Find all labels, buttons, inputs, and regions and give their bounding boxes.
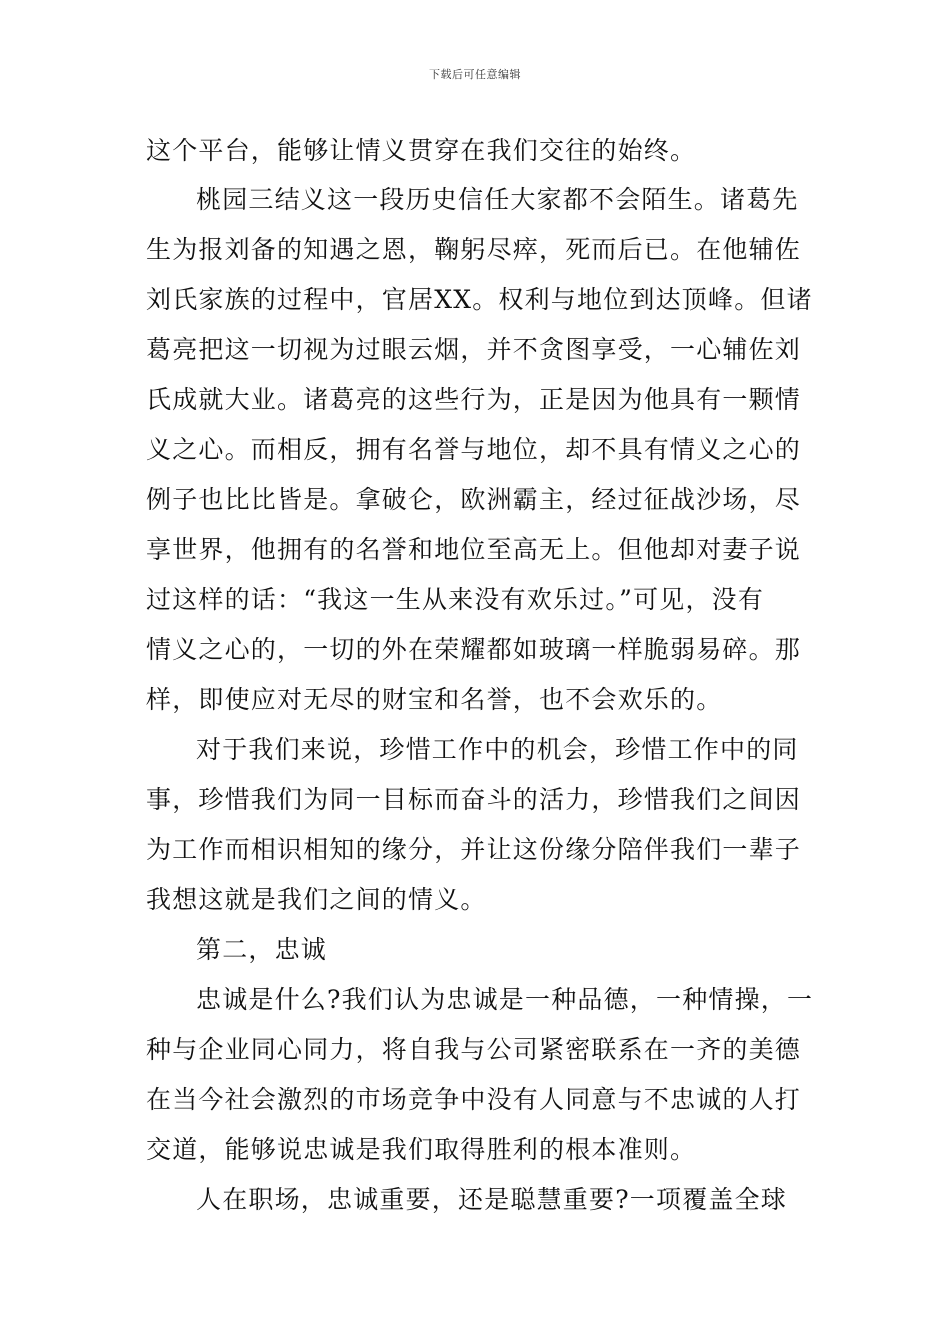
- text-line: 葛亮把这一切视为过眼云烟，并不贪图享受，一心辅佐刘: [146, 335, 802, 364]
- text-line: 刘氏家族的过程中，官居XX。权利与地位到达顶峰。但诸: [146, 285, 813, 314]
- text-line: 在当今社会激烈的市场竞争中没有人同意与不忠诚的人打: [146, 1085, 802, 1114]
- text-line: 交道，能够说忠诚是我们取得胜利的根本准则。: [146, 1135, 697, 1164]
- text-line: 享世界，他拥有的名誉和地位至高无上。但他却对妻子说: [146, 535, 802, 564]
- text-line: 事，珍惜我们为同一目标而奋斗的活力，珍惜我们之间因: [146, 785, 802, 814]
- section-heading: 第二，忠诚: [196, 935, 328, 964]
- text-line: 这个平台，能够让情义贯穿在我们交往的始终。: [146, 136, 697, 165]
- text-line: 人在职场，忠诚重要，还是聪慧重要?一项覆盖全球: [196, 1185, 788, 1214]
- text-line: 生为报刘备的知遇之恩，鞠躬尽瘁，死而后已。在他辅佐: [146, 235, 802, 264]
- text-line: 过这样的话：“我这一生从来没有欢乐过。”可见，没有: [146, 585, 765, 614]
- text-line: 为工作而相识相知的缘分，并让这份缘分陪伴我们一辈子: [146, 835, 802, 864]
- text-line: 对于我们来说，珍惜工作中的机会，珍惜工作中的同: [196, 735, 799, 764]
- text-line: 义之心。而相反，拥有名誉与地位，却不具有情义之心的: [146, 435, 802, 464]
- text-line: 例子也比比皆是。拿破仑，欧洲霸主，经过征战沙场，尽: [146, 485, 802, 514]
- text-line: 种与企业同心同力，将自我与公司紧密联系在一齐的美德: [146, 1035, 802, 1064]
- text-line: 忠诚是什么?我们认为忠诚是一种品德，一种情操，一: [196, 985, 814, 1014]
- page-header: 下载后可任意编辑: [429, 68, 521, 81]
- text-line: 情义之心的，一切的外在荣耀都如玻璃一样脆弱易碎。那: [146, 635, 802, 664]
- text-line: 我想这就是我们之间的情义。: [146, 885, 487, 914]
- text-line: 氏成就大业。诸葛亮的这些行为，正是因为他具有一颗情: [146, 385, 802, 414]
- text-line: 样，即使应对无尽的财宝和名誉，也不会欢乐的。: [146, 685, 723, 714]
- text-line: 桃园三结义这一段历史信任大家都不会陌生。诸葛先: [196, 185, 799, 214]
